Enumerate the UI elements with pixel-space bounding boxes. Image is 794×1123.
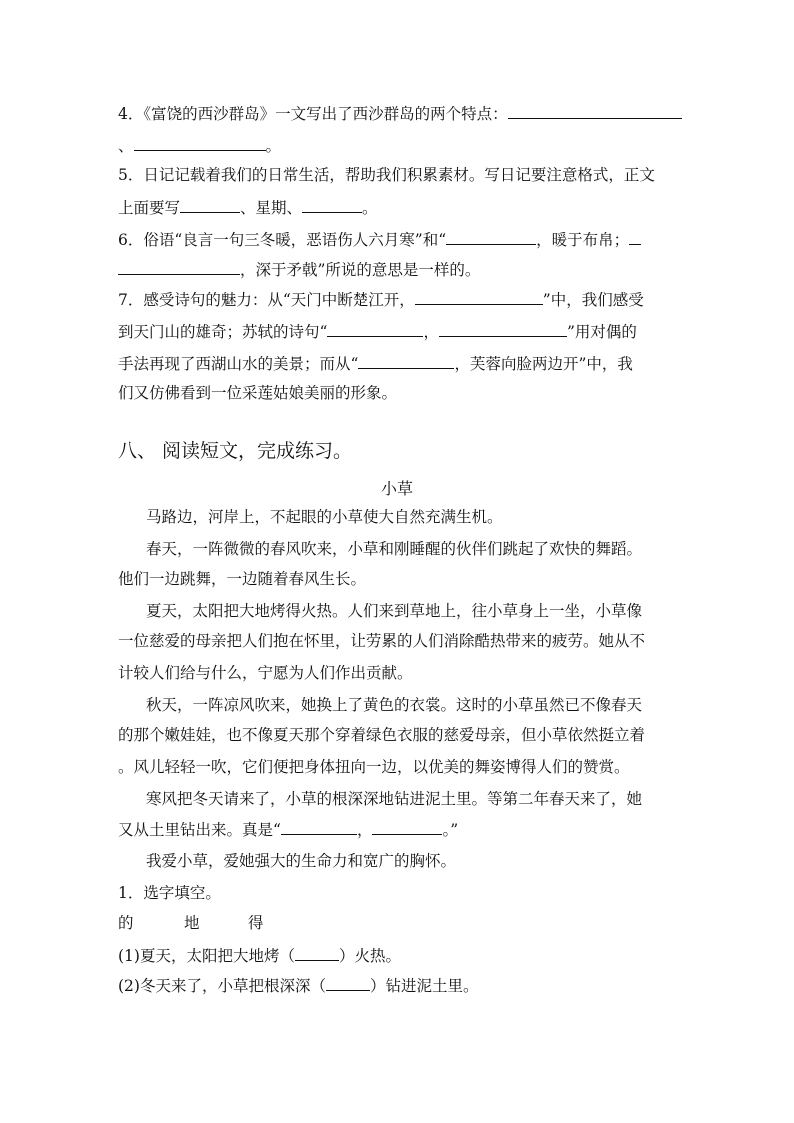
answer-blank[interactable] [372, 818, 442, 835]
question-4-line-2 [118, 134, 281, 157]
question-6-line-1 [118, 228, 641, 251]
question-4-end: 。 [265, 137, 282, 155]
question-6-text: 6．俗语“良言一句三冬暖，恶语伤人六月寒”和“ [118, 231, 447, 249]
question-6-line-2 [118, 258, 480, 281]
option-de-2: 得 [248, 914, 264, 932]
answer-blank[interactable] [118, 258, 240, 275]
question-7-text-4: ”用对偶的 [566, 323, 637, 341]
answer-blank[interactable] [326, 974, 370, 991]
answer-blank[interactable] [134, 134, 266, 151]
sentence-1-text: (1)夏天，太阳把大地烤（ [118, 947, 295, 965]
answer-blank[interactable] [629, 228, 641, 245]
passage-title: 小草 [380, 479, 413, 498]
question-5-text-3: 、星期、 [240, 199, 303, 217]
sentence-2-text: (2)冬天来了，小草把根深深（ [118, 977, 326, 995]
question-7-text: 7．感受诗句的魅力：从“天门中断楚江开， [118, 291, 415, 309]
question-5-text: 5．日记记载着我们的日常生活，帮助我们积累素材。写日记要注意格式，正文 [118, 166, 655, 184]
paragraph-1: 马路边，河岸上，不起眼的小草使大自然充满生机。 [146, 508, 503, 526]
sentence-2 [118, 974, 478, 997]
question-4-text: 4．《富饶的西沙群岛》一文写出了西沙群岛的两个特点： [118, 105, 508, 123]
exercise-1-title: 1．选字填空。 [118, 884, 221, 902]
paragraph-5-line-1: 寒风把冬天请来了，小草的根深深地钻进泥土里。等第二年春天来了，她 [146, 790, 643, 808]
sentence-1-end: ）火热。 [338, 947, 401, 965]
question-7-line-3 [118, 352, 633, 375]
paragraph-4-line-1: 秋天，一阵凉风吹来，她换上了黄色的衣裳。这时的小草虽然已不像春天 [146, 696, 643, 714]
question-5-line-1 [118, 164, 655, 186]
answer-blank[interactable] [281, 818, 357, 835]
option-di: 地 [184, 914, 200, 932]
question-7-end: 们又仿佛看到一位采莲姑娘美丽的形象。 [118, 384, 398, 402]
paragraph-5-end: 。” [442, 821, 459, 839]
paragraph-3-line-3: 计较人们给与什么，宁愿为人们作出贡献。 [118, 664, 413, 682]
paragraph-5-sep: ， [356, 821, 373, 839]
question-7-sep: ， [423, 323, 439, 341]
question-7-text-5: 手法再现了西湖山水的美景；而从“ [118, 355, 359, 373]
question-6-end: ，深于矛戟”所说的意思是一样的。 [240, 261, 481, 279]
paragraph-4-line-3: 。风儿轻轻一吹，它们便把身体扭向一边，以优美的舞姿博得人们的赞赏。 [118, 758, 630, 776]
sentence-2-end: ）钻进泥土里。 [369, 977, 479, 995]
option-de: 的 [118, 914, 134, 932]
sentence-1 [118, 944, 401, 967]
paragraph-5-text: 又从土里钻出来。真是“ [118, 821, 281, 839]
paragraph-2-line-1: 春天，一阵微微的春风吹来，小草和刚睡醒的伙伴们跳起了欢快的舞蹈。 [146, 540, 643, 558]
answer-blank[interactable] [415, 288, 543, 305]
paragraph-3-line-1: 夏天，太阳把大地烤得火热。人们来到草地上，往小草身上一坐，小草像 [146, 602, 643, 620]
answer-blank[interactable] [302, 196, 362, 213]
paragraph-4-line-2: 的那个嫩娃娃，也不像夏天那个穿着绿色衣服的慈爱母亲，但小草依然挺立着 [118, 726, 646, 744]
answer-blank[interactable] [358, 352, 454, 369]
question-7-text-2: ”中，我们感受 [542, 291, 644, 309]
question-7-line-2 [118, 320, 637, 343]
answer-blank[interactable] [295, 944, 339, 961]
question-4-line-1 [118, 102, 682, 125]
paragraph-2-line-2: 他们一边跳舞，一边随着春风生长。 [118, 570, 367, 588]
paragraph-5-line-2 [118, 818, 458, 841]
section-heading: 八、 阅读短文，完成练习。 [118, 440, 353, 462]
paragraph-3-line-2: 一位慈爱的母亲把人们抱在怀里，让劳累的人们消除酷热带来的疲劳。她从不 [118, 632, 646, 650]
question-7-text-6: ，芙蓉向脸两边开”中，我 [454, 355, 633, 373]
answer-blank[interactable] [446, 228, 536, 245]
answer-blank[interactable] [327, 320, 423, 337]
question-7-line-4 [118, 382, 397, 404]
question-7-text-3: 到天门山的雄奇；苏轼的诗句“ [118, 323, 328, 341]
answer-blank[interactable] [508, 102, 682, 119]
question-4-sep: 、 [118, 137, 134, 155]
question-5-text-2: 上面要写 [118, 199, 181, 217]
question-7-line-1 [118, 288, 644, 311]
answer-blank[interactable] [180, 196, 240, 213]
question-5-line-2 [118, 196, 378, 219]
word-options [118, 912, 264, 934]
paragraph-6: 我爱小草，爱她强大的生命力和宽广的胸怀。 [146, 852, 457, 870]
question-6-text-2: ，暖于布帛； [536, 231, 630, 249]
question-5-end: 。 [362, 199, 378, 217]
answer-blank[interactable] [439, 320, 567, 337]
